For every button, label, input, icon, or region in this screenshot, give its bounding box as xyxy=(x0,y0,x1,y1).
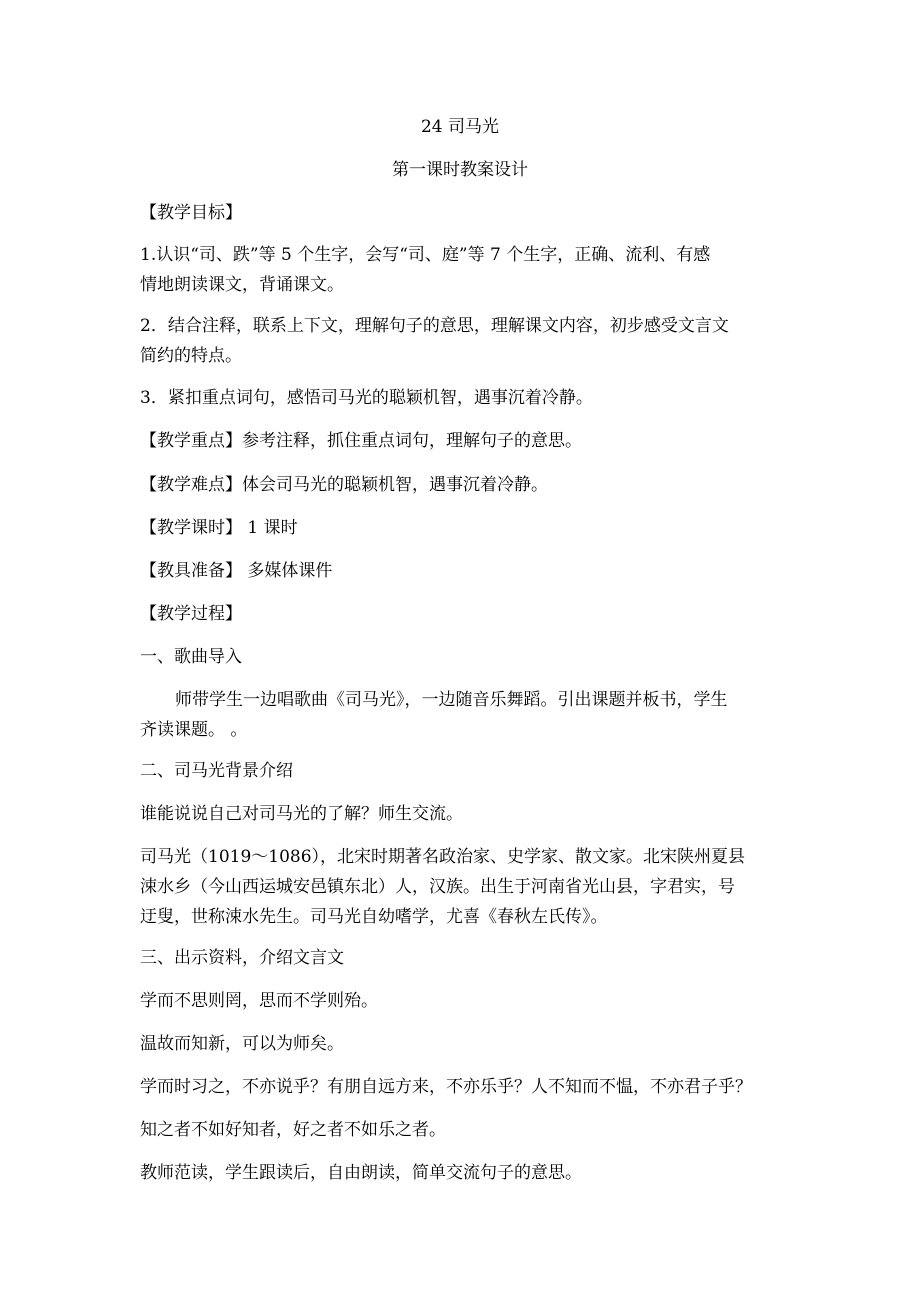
section-2-question: 谁能说说自己对司马光的了解？师生交流。 xyxy=(140,804,463,824)
document-subtitle: 第一课时教案设计 xyxy=(392,160,528,180)
section-1-line-1: 师带学生一边唱歌曲《司马光》，一边随音乐舞蹈。引出课题并板书，学生 xyxy=(175,690,728,710)
section-1-line-2: 齐读课题。 。 xyxy=(140,720,248,740)
quote-2: 温故而知新，可以为师矣。 xyxy=(140,1034,344,1054)
difficulty: 【教学难点】体会司马光的聪颖机智，遇事沉着冷静。 xyxy=(140,475,548,495)
teaching-period: 【教学课时】 1 课时 xyxy=(140,518,298,538)
section-2-bio-line-2: 涑水乡（今山西运城安邑镇东北）人，汉族。出生于河南省光山县，字君实，号 xyxy=(140,877,735,897)
section-2-bio-line-3: 迂叟，世称涑水先生。司马光自幼嗜学，尤喜《春秋左氏传》。 xyxy=(140,907,608,927)
quote-3: 学而时习之，不亦说乎？有朋自远方来，不亦乐乎？人不知而不愠，不亦君子乎？ xyxy=(140,1077,752,1097)
key-point: 【教学重点】参考注释，抓住重点词句，理解句子的意思。 xyxy=(140,431,582,451)
quote-1: 学而不思则罔，思而不学则殆。 xyxy=(140,991,378,1011)
section-1-title: 一、歌曲导入 xyxy=(140,647,242,667)
document-title: 24 司马光 xyxy=(420,117,500,137)
process-header: 【教学过程】 xyxy=(140,604,242,624)
objective-1-line-1: 1.认识“司、跌”等 5 个生字，会写“司、庭”等 7 个生字，正确、流利、有感 xyxy=(140,245,711,265)
objective-2-line-1: 2．结合注释，联系上下文，理解句子的意思，理解课文内容，初步感受文言文 xyxy=(140,316,729,336)
teaching-materials: 【教具准备】 多媒体课件 xyxy=(140,561,333,581)
objective-1-line-2: 情地朗读课文，背诵课文。 xyxy=(140,275,344,295)
section-2-title: 二、司马光背景介绍 xyxy=(140,761,293,781)
quote-4: 知之者不如好知者，好之者不如乐之者。 xyxy=(140,1120,446,1140)
closing-line: 教师范读，学生跟读后，自由朗读，简单交流句子的意思。 xyxy=(140,1163,582,1183)
objectives-header: 【教学目标】 xyxy=(140,203,242,223)
section-3-title: 三、出示资料，介绍文言文 xyxy=(140,948,344,968)
section-2-bio-line-1: 司马光（1019～1086），北宋时期著名政治家、史学家、散文家。北宋陕州夏县 xyxy=(140,847,746,867)
objective-3: 3．紧扣重点词句，感悟司马光的聪颖机智，遇事沉着冷静。 xyxy=(140,388,593,408)
objective-2-line-2: 简约的特点。 xyxy=(140,346,242,366)
